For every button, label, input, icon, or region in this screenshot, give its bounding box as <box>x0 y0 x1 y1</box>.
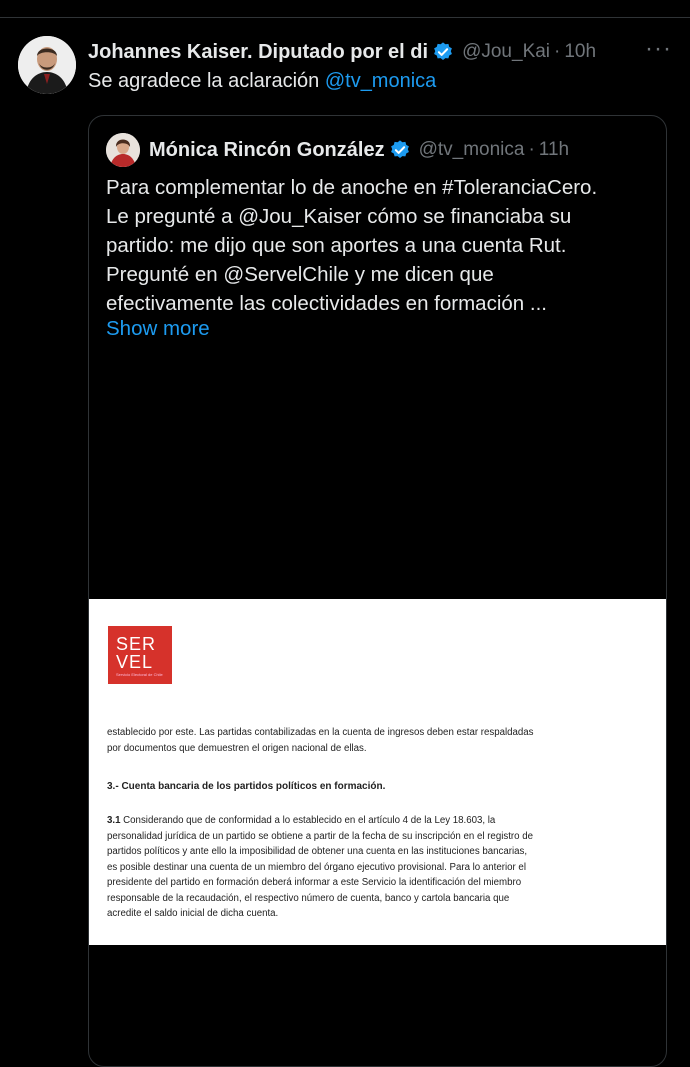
more-icon[interactable]: ··· <box>645 35 672 62</box>
document-intro <box>107 725 652 756</box>
quoted-tweet-card[interactable] <box>88 115 667 1067</box>
quote-text <box>106 173 651 318</box>
servel-logo <box>108 626 172 684</box>
top-divider <box>0 17 690 18</box>
tweet-mention[interactable]: @tv_monica <box>324 70 437 92</box>
document-line: acredite el saldo inicial de dicha cuenta. <box>107 908 279 919</box>
servel-logo-subtitle: Servicio Electoral de Chile <box>116 672 163 677</box>
document-line: es posible destinar una cuenta de un miembro del órgano ejecutivo provisional. Para lo anterior el <box>107 861 526 873</box>
avatar-image <box>18 36 76 94</box>
quote-time[interactable]: 11h <box>538 139 570 160</box>
quote-author-handle[interactable]: @tv_monica <box>418 139 525 160</box>
quote-text-line: Para complementar lo de anoche en #ToleranciaCero. <box>106 176 598 199</box>
verified-badge-icon <box>432 41 454 63</box>
author-avatar[interactable] <box>18 36 76 94</box>
show-more-link[interactable]: Show more <box>106 317 210 340</box>
verified-badge-icon <box>389 139 411 161</box>
quote-text-line: efectivamente las colectividades en formación ... <box>106 292 547 315</box>
section-number: 3.1 <box>107 815 121 826</box>
attached-document-image[interactable] <box>89 599 666 945</box>
document-line: por documentos que demuestren el origen nacional de ellas. <box>107 742 367 754</box>
author-handle[interactable]: @Jou_Kai <box>462 41 551 62</box>
separator-dot: · <box>554 41 561 62</box>
quote-text-line: Pregunté en @ServelChile y me dicen que <box>106 263 494 286</box>
quote-avatar-image <box>106 133 140 167</box>
tweet-time[interactable]: 10h <box>564 41 597 62</box>
tweet-text <box>88 70 436 93</box>
separator-dot: · <box>528 139 535 160</box>
servel-logo-text-top: SER <box>116 634 157 654</box>
quote-header <box>106 134 569 166</box>
document-line: responsable de la recaudación, el respectivo número de cuenta, banco y cartola bancaria que <box>107 892 510 904</box>
document-line: establecido por este. Las partidas contabilizadas en la cuenta de ingresos deben estar respaldadas <box>107 727 534 738</box>
document-heading: 3.- Cuenta bancaria de los partidos políticos en formación. <box>107 781 386 792</box>
quote-text-line: partido: me dijo que son aportes a una cuenta Rut. <box>106 234 567 257</box>
tweet-header <box>88 37 672 67</box>
document-line: partidos políticos y ante ello la imposibilidad de obtener una cuenta en las instituciones bancarias, <box>107 846 528 857</box>
quote-text-line: Le pregunté a @Jou_Kaiser cómo se financiaba su <box>106 205 572 228</box>
quote-author-avatar[interactable] <box>106 133 140 167</box>
quote-author-name[interactable]: Mónica Rincón González <box>149 138 385 161</box>
document-line <box>107 813 652 829</box>
tweet-text-body: Se agradece la aclaración <box>88 70 320 92</box>
author-name[interactable]: Johannes Kaiser. Diputado por el di <box>88 40 429 63</box>
document-section <box>107 813 652 922</box>
document-line: presidente del partido en formación deberá informar a este Servicio la identificación del miembro <box>107 877 522 888</box>
servel-logo-text-bottom: VEL <box>116 652 154 672</box>
document-line-text: Considerando que de conformidad a lo establecido en el artículo 4 de la Ley 18.603, la <box>123 815 496 826</box>
document-line: personalidad jurídica de un partido se obtiene a partir de la fecha de su inscripción en el registro de <box>107 830 533 842</box>
